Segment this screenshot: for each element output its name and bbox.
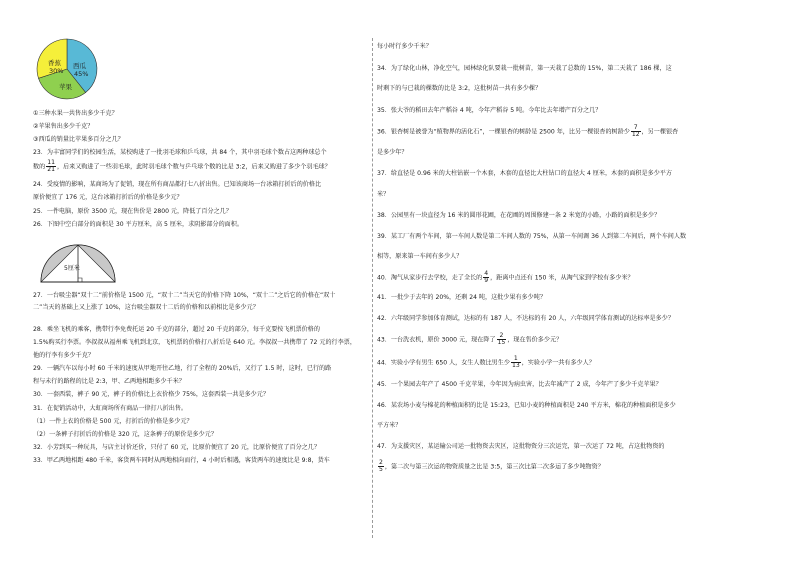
q36-line1 <box>377 125 678 138</box>
q44-frac-den: 13 <box>511 362 520 369</box>
q36-fraction <box>631 125 641 138</box>
q43-fraction <box>497 333 507 346</box>
q36-post: ，另一棵银杏 <box>641 128 679 136</box>
fruit-pie-chart <box>35 37 99 101</box>
q34-line1: 34．为了绿化山林，净化空气，园林绿化队要栽一批树苗，第一天栽了总数的 15%，第二天栽了 186 棵，这 <box>377 65 672 72</box>
q40-frac-num: 4 <box>484 270 489 277</box>
q26: 26．下图中空白部分的面积是 30 平方厘米，高 5 厘米，求阴影部分的面积。 <box>33 221 243 228</box>
q43-frac-den: 15 <box>497 339 506 346</box>
q28-line3: 他的行李有多少千克？ <box>33 352 94 359</box>
q30: 30．一套西装，裤子 90 元，裤子的价格比上衣价格少 75%，这套西装一共是多少元？ <box>33 391 269 398</box>
q40-pre: 40．淘气从家步行去学校，走了全长的 <box>377 274 483 282</box>
q42: 42．六年级同学参加体育测试，达标的有 187 人，不达标的有 20 人，六年级同学体育测试的达标率是多少？ <box>377 315 674 322</box>
q29-line2: 程与未行的路程的比是 2:3，甲、乙两地相距多少千米？ <box>33 378 185 385</box>
q40-post: ，距离中点还有 150 米，从淘气家到学校有多少米？ <box>490 274 634 282</box>
q22-3: ③西瓜的销量比苹果多百分之几？ <box>33 136 124 143</box>
q27-line1: 27．一台吸尘器“双十二”前价格是 1500 元，“双十二”当天它的价格下降 10%，“双十二”之后它的价格在“双十 <box>33 292 336 299</box>
q32: 32．小芳到买一种玩具，与店主讨价还价，只付了 60 元，比原价便宜了 20 元，比原价便宜了百分之几？ <box>33 444 320 451</box>
q40 <box>377 271 634 284</box>
q44-fraction <box>511 356 521 369</box>
q36-frac-num: 7 <box>631 125 641 132</box>
q36-pre: 36．银杏树是被誉为“植物界的活化石”，一棵银杏的树龄是 2500 年，比另一棵银杏的树龄少 <box>377 128 630 136</box>
q33-line1: 33．甲乙两地相距 480 千米，客货两车同时从两地相向而行，4 小时后相遇，客货两车的速度比是 9:8，货车 <box>33 457 330 464</box>
q28-line1: 28．乘坐飞机的乘客，携带行李免费托运 20 千克的部分，超过 20 千克的部分，每千克要按飞机票价格的 <box>33 326 320 333</box>
q37-line1: 37．给直径是 0.96 米的大柱钻嵌一个木套，木套的直径比大柱钻口的直径大 4 厘米，木套的面积是多少平方 <box>377 170 672 177</box>
q31: 31．在促销活动中，大虹商场所有商品一律打八折出售。 <box>33 405 188 412</box>
figure-height-label: 5厘米 <box>64 265 80 272</box>
pie-label-apple: 苹果 <box>59 83 72 91</box>
q44 <box>377 356 595 369</box>
q46-line1: 46．某农场小麦与棉花的种植面积的比是 15:23，已知小麦的种植面积是 240 平方米，棉花的种植面积是多少 <box>377 402 676 409</box>
q44-pre: 44．实验小学有男生 650 人，女生人数比男生少 <box>377 359 510 367</box>
q44-frac-num: 1 <box>511 356 521 363</box>
semicircle-triangle-figure <box>38 238 118 286</box>
column-divider <box>372 38 373 538</box>
q47-line2 <box>377 460 604 473</box>
q23-frac-den: 21 <box>47 166 55 173</box>
q22-1: ①三种水果一共售出多少千克？ <box>33 110 118 117</box>
q47-fraction <box>378 460 384 473</box>
q31-1: （1）一件上衣的价格是 500 元，打折后的价格是多少元？ <box>33 418 193 425</box>
q22-2: ②苹果售出多少千克？ <box>33 123 94 130</box>
pie-label-banana: 香蕉 <box>48 59 61 67</box>
pie-label-watermelon: 西瓜 <box>73 62 86 70</box>
q31-2: （2）一条裤子打折后的价格是 320 元，这条裤子的原价是多少元？ <box>33 431 217 438</box>
q37-line2: 米？ <box>377 191 390 198</box>
pie-pct-watermelon: 45% <box>74 70 89 78</box>
q23-line2 <box>33 160 331 173</box>
q47-post: ，第二次与第三次运的物资质量之比是 3:5，第三次比第二次多运了多少吨物资？ <box>384 463 604 471</box>
q39-line2: 相等，原来第一车间有多少人？ <box>377 253 463 260</box>
q23-line1: 23．为丰富同学们的校园生活，某校购进了一批羽毛球和乒乓球，共 84 个，其中羽毛球个数占这两种球总个 <box>33 149 327 156</box>
q25: 25．一件电脑，原价 3500 元，现在售价是 2800 元，降低了百分之几？ <box>33 208 232 215</box>
q33-line2: 每小时行多少千米？ <box>377 43 432 50</box>
q43 <box>377 333 562 346</box>
pie-pct-banana: 30% <box>49 67 64 75</box>
q39-line1: 39．某工厂有两个车间，第一车间人数是第二车间人数的 75%，从第一车间调 36 人到第二车间后，两个车间人数 <box>377 233 687 240</box>
q29-line1: 29．一辆汽车以每小时 60 千米的速度从甲地开往乙地，行了全程的 20%后，又行了 1.5 时，这时，已行的路 <box>33 365 332 372</box>
q28-line2: 1.5%购买行李票。李叔叔从福州乘飞机到北京，飞机票的价格打八折后是 640 元。李叔叔一共携带了 72 元的行李票， <box>33 339 356 346</box>
q43-frac-num: 2 <box>497 333 507 340</box>
q23-post: ，后来又购进了一些羽毛球，此时羽毛球个数与乒乓球个数的比是 3:2，后来又购进了多少个羽毛球？ <box>56 163 331 171</box>
q40-frac-den: 9 <box>484 277 489 284</box>
q23-pre: 数的 <box>33 163 46 171</box>
q40-fraction <box>483 271 489 284</box>
q36-line2: 是多少年？ <box>377 149 408 156</box>
q35: 35．张大爷的稻田去年产稻谷 4 吨，今年产稻谷 5 吨。今年比去年增产百分之几？ <box>377 107 602 114</box>
q47-line1: 47．为支援灾区，某运输公司运一批物资去灾区，这批物资分三次运完，第一次运了 72 吨，占这批物资的 <box>377 443 665 450</box>
q36-frac-den: 12 <box>631 131 640 138</box>
q27-line2: 二”当天的基础上又上涨了 10%，这台吸尘器双十二后的价格和以前相比是多少元？ <box>33 304 259 311</box>
q43-pre: 43．一台洗衣机，原价 3000 元，现在降了 <box>377 336 496 344</box>
q23-fraction <box>46 160 56 173</box>
q47-frac-den: 5 <box>379 466 383 473</box>
q23-frac-num: 11 <box>47 159 55 166</box>
q45: 45．一个果园去年产了 4500 千克苹果，今年因为病虫害，比去年减产了 2 成，今年产了多少千克苹果？ <box>377 381 662 388</box>
q44-post: ，实验小学一共有多少人？ <box>521 359 595 367</box>
q24-line1: 24．受疫情的影响，某商场为了促销，现在所有商品都打七八折出售。已知该商场一台冰箱打折后的价格比 <box>33 181 322 188</box>
q41: 41．一批少于去年的 20%，还剩 24 吨，这批少果有多少吨？ <box>377 294 546 301</box>
q43-post: ，现在售价多少元？ <box>507 336 563 344</box>
q47-frac-num: 2 <box>379 459 383 466</box>
q24-line2: 原价便宜了 176 元，这台冰箱打折后的价格是多少元？ <box>33 194 183 201</box>
q38: 38．公园里有一块直径为 16 米的圆形花圃，在花圃的周围修建一条 2 米宽的小路，小路的面积是多少？ <box>377 212 661 219</box>
q34-line2: 时剩下的与已栽的棵数的比是 3:2，这批树苗一共有多少棵？ <box>377 85 542 92</box>
q46-line2: 平方米？ <box>377 422 402 429</box>
